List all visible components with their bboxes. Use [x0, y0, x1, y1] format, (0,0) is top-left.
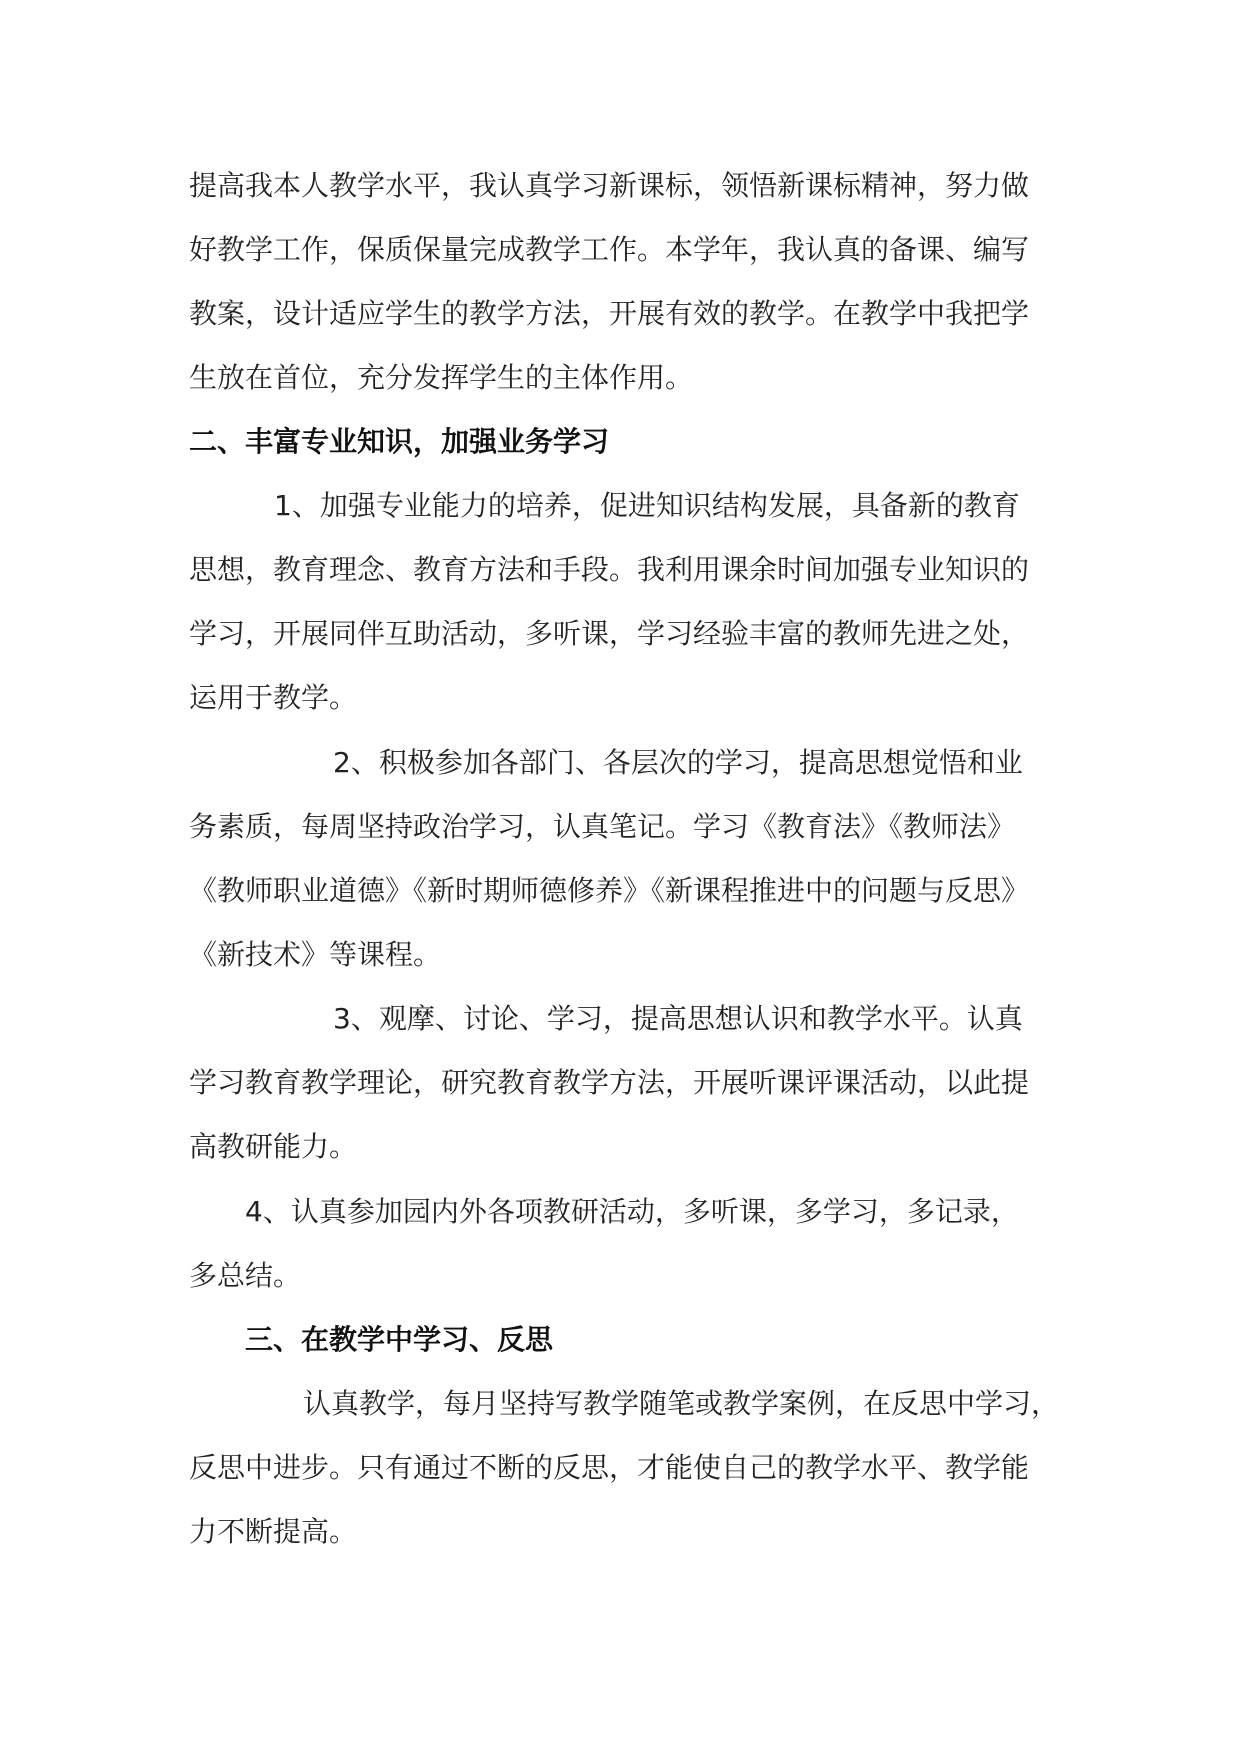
paragraph-line: 多总结。 — [189, 1259, 302, 1292]
section-heading-3: 三、在教学中学习、反思 — [245, 1323, 554, 1356]
paragraph-line: 《新技术》等课程。 — [189, 938, 442, 971]
paragraph-line: 1、加强专业能力的培养，促进知识结构发展，具备新的教育 — [274, 489, 1020, 522]
paragraph-line: 高教研能力。 — [189, 1130, 358, 1163]
paragraph-line: 好教学工作，保质保量完成教学工作。本学年，我认真的备课、编写 — [189, 233, 1030, 266]
paragraph-line: 提高我本人教学水平，我认真学习新课标，领悟新课标精神，努力做 — [189, 169, 1030, 202]
paragraph-line: 教案，设计适应学生的教学方法，开展有效的教学。在教学中我把学 — [189, 297, 1030, 330]
paragraph-line: 4、认真参加园内外各项教研活动，多听课，多学习，多记录， — [245, 1195, 1019, 1228]
paragraph-line: 《教师职业道德》《新时期师德修养》《新课程推进中的问题与反思》 — [189, 874, 1030, 907]
paragraph-line: 2、积极参加各部门、各层次的学习，提高思想觉悟和业 — [333, 746, 1023, 779]
paragraph-line: 生放在首位，充分发挥学生的主体作用。 — [189, 361, 694, 394]
paragraph-line: 认真教学，每月坚持写教学随笔或教学案例，在反思中学习， — [303, 1387, 1060, 1420]
paragraph-line: 学习教育教学理论，研究教育教学方法，开展听课评课活动，以此提 — [189, 1066, 1030, 1099]
section-heading-2: 二、丰富专业知识，加强业务学习 — [189, 425, 610, 458]
paragraph-line: 思想，教育理念、教育方法和手段。我利用课余时间加强专业知识的 — [189, 553, 1030, 586]
paragraph-line: 反思中进步。只有通过不断的反思，才能使自己的教学水平、教学能 — [189, 1451, 1030, 1484]
paragraph-line: 力不断提高。 — [189, 1515, 358, 1548]
paragraph-line: 学习，开展同伴互助活动，多听课，学习经验丰富的教师先进之处， — [189, 617, 1030, 650]
paragraph-line: 运用于教学。 — [189, 681, 358, 714]
paragraph-line: 3、观摩、讨论、学习，提高思想认识和教学水平。认真 — [333, 1002, 1023, 1035]
paragraph-line: 务素质，每周坚持政治学习，认真笔记。学习《教育法》《教师法》 — [189, 810, 1016, 843]
